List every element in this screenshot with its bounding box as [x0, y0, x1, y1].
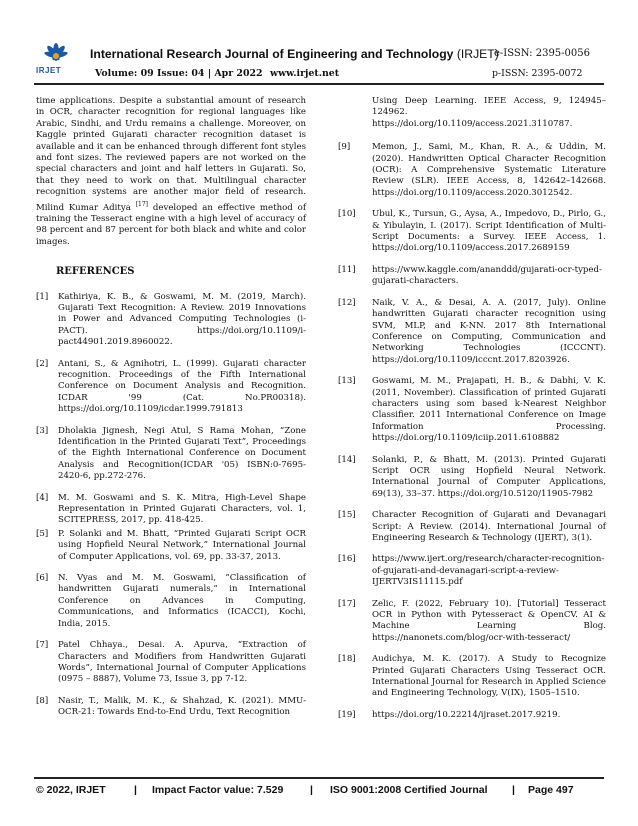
reference-item [36, 573, 306, 630]
reference-text: Solanki, P., & Bhatt, M. (2013). Printed Gujarati Script OCR using Hopfield Neural Network. International Journal of Computer Applications, 69(13), 33–37. https://doi.org/10.5120/11905-7982 [372, 454, 606, 499]
footer-separator: | [310, 784, 313, 796]
reference-item [338, 599, 606, 645]
reference-text: P. Solanki and M. Bhatt, “Printed Gujarati Script OCR using Hopfield Neural Network,” International Journal of Computer Applications, vol. 69, pp. 33-37, 2013. [58, 528, 306, 562]
reference-text: N. Vyas and M. M. Goswami, ”Classification of handwritten Gujarati numerals,” in International Conference on Advances in Computing, Communications, and Informatics (ICACCI), Kochi, India, 2015. [58, 573, 306, 629]
reference-number: [3] [36, 425, 49, 436]
page-header [0, 0, 638, 84]
reference-number: [4] [36, 492, 49, 503]
reference-item [36, 640, 306, 686]
website[interactable]: www.irjet.net [270, 68, 340, 79]
reference-item [338, 455, 606, 501]
reference-text: Nasir, T., Malik, M. K., & Shahzad, K. (2021). MMU-OCR-21: Towards End-to-End Urdu, Text Recognition [58, 695, 306, 718]
reference-number: [11] [338, 264, 356, 275]
reference-text: Memon, J., Sami, M., Khan, R. A., & Uddin, M. (2020). Handwritten Optical Character Recognition (OCR): A Comprehensive Systematic Literature Review (SLR). IEEE Access, 8, 142642–142668. https://doi.org/10.1109/access.2020.3012542. [372, 142, 606, 198]
reference-text: Character Recognition of Gujarati and Devanagari Script: A Review. (2014). International Journal of Engineering Research & Technology (IJERT), 3(1). [372, 510, 606, 543]
footer-copyright: © 2022, IRJET [36, 784, 106, 796]
footer-page-number: Page 497 [528, 784, 574, 796]
reference-number: [9] [338, 142, 351, 153]
references-heading: REFERENCES [56, 266, 135, 278]
footer-separator: | [512, 784, 515, 796]
reference-item [338, 265, 606, 288]
reference-8-continued [338, 96, 606, 130]
reference-number: [5] [36, 528, 49, 539]
reference-number: [12] [338, 297, 356, 308]
reference-number: [18] [338, 654, 356, 665]
footer-impact-factor: Impact Factor value: 7.529 [152, 784, 284, 796]
header-rule [34, 83, 604, 85]
references-list-left [36, 292, 306, 719]
reference-item [338, 654, 606, 700]
references-list-right [338, 142, 606, 721]
footer-iso: ISO 9001:2008 Certified Journal [330, 784, 488, 796]
citation-17: [17] [135, 200, 149, 208]
reference-number: [14] [338, 454, 356, 465]
reference-text: https://doi.org/10.22214/ijraset.2017.9219. [372, 709, 561, 720]
reference-text: Zelic, F. (2022, February 10). [Tutorial] Tesseract OCR in Python with Pytesseract & OpenCV. AI & Machine Learning Blog. https://nanonets.com/blog/ocr-with-tesseract/ [372, 598, 606, 643]
reference-item [338, 554, 606, 588]
reference-item [338, 142, 606, 199]
reference-text: https://www.kaggle.com/ananddd/gujarati-ocr-typed-gujarati-characters. [372, 264, 602, 287]
reference-text: https://www.ijert.org/research/character-recognition-of-gujarati-and-devanagari-script-a-review-IJERTV3IS11115.pdf [372, 554, 605, 588]
reference-item [36, 292, 306, 349]
reference-item [338, 209, 606, 255]
e-issn: e-ISSN: 2395-0056 [494, 48, 590, 59]
body-text: time applications. Despite a substantial amount of research in OCR, character recognition for regional languages like Arabic, Sindhi, and Urdu remains a challenge. Moreover, on Kaggle printed Gujarati character recognition dataset is available and it can be enhanced through different font styles and font sizes. The reviewed papers are not worked on the special characters and joint and half letters in Gujarati. So, that they need to work on that. Multilingual character recognition systems are another major field of research. Milind Kumar Aditya [36, 96, 306, 213]
reference-text: Naik, V. A., & Desai, A. A. (2017, July). Online handwritten Gujarati character recognition using SVM, MLP, and K-NN. 2017 8th International Conference on Computing, Communication and Networking Technologies (ICCCNT). https://doi.org/10.1109/icccnt.2017.8203926. [372, 297, 606, 365]
reference-number: [17] [338, 598, 356, 609]
reference-item [338, 510, 606, 544]
left-column [36, 96, 306, 729]
reference-text: Patel Chhaya., Desai. A. Apurva, “Extraction of Characters and Modifiers from Handwritten Gujarati Words”, International Journal of Computer Applications (0975 – 8887), Volume 73, Issue 3, pp 7-12. [58, 640, 306, 685]
reference-text: Using Deep Learning. IEEE Access, 9, 124945–124962. https://doi.org/10.1109/access.2021.3110787. [372, 96, 606, 129]
journal-name: International Research Journal of Engineering and Technology [90, 47, 454, 61]
reference-text: Kathiriya, K. B., & Goswami, M. M. (2019, March). Gujarati Text Recognition: A Review. 2019 Innovations in Power and Advanced Computing Technologies (i-PACT). https://doi.org/10.1109/i-pact44901.2019.8960022. [58, 291, 306, 348]
reference-text: Audichya, M. K. (2017). A Study to Recognize Printed Gujarati Characters Using Tesseract OCR. International Journal for Research in Applied Science and Engineering Technology, V(IX), 1505–1510. [372, 654, 606, 699]
body-text-end: developed an effective method of training the Tesseract engine with a high level of accuracy of 98 percent and 87 percent for both black and white and color images. [36, 202, 306, 247]
reference-number: [10] [338, 209, 356, 220]
reference-number: [6] [36, 573, 49, 584]
reference-item [338, 298, 606, 366]
reference-item [338, 710, 606, 721]
journal-abbr: (IRJET) [456, 47, 499, 61]
journal-title [90, 47, 499, 61]
volume-issue: Volume: 09 Issue: 04 | Apr 2022 [95, 68, 263, 79]
reference-item [36, 426, 306, 483]
p-issn: p-ISSN: 2395-0072 [492, 68, 583, 79]
reference-text: Goswami, M. M., Prajapati, H. B., & Dabhi, V. K. (2011, November). Classification of printed Gujarati characters using som based k-Nearest Neighbor Classifier. 2011 International Conference on Image Information Processing. https://doi.org/10.1109/iciip.2011.6108882 [372, 376, 606, 444]
reference-number: [16] [338, 554, 356, 565]
reference-item [36, 696, 306, 719]
reference-number: [13] [338, 376, 356, 387]
reference-number: [1] [36, 291, 49, 302]
footer-rule [34, 777, 604, 779]
reference-text: Ubul, K., Tursun, G., Aysa, A., Impedovo, D., Pirlo, G., & Yibulayin, I. (2017). Script Identification of Multi-Script Documents: a Survey. IEEE Access, 1. https://doi.org/10.1109/access.2017.2689159 [372, 209, 606, 254]
reference-item [36, 359, 306, 416]
logo-text: IRJET [36, 66, 62, 75]
right-column [338, 96, 606, 731]
reference-number: [2] [36, 358, 49, 369]
footer-separator: | [134, 784, 137, 796]
reference-item [36, 493, 306, 527]
reference-text: Dholakia Jignesh, Negi Atul, S Rama Mohan, “Zone Identification in the Printed Gujarati Text”, Proceedings of the Eighth International Conference on Document Analysis and Recognition(ICDAR '05) ISBN:0-7695-2420-6, pp.272-276. [58, 425, 306, 482]
body-paragraph [36, 96, 306, 248]
reference-item [338, 376, 606, 444]
reference-number: [19] [338, 709, 356, 720]
reference-text: M. M. Goswami and S. K. Mitra, High-Level Shape Representation in Printed Gujarati Characters, vol. 1, SCITEPRESS, 2017, pp. 418-425. [58, 492, 306, 526]
reference-number: [8] [36, 695, 49, 706]
reference-text: Antani, S., & Agnihotri, L. (1999). Gujarati character recognition. Proceedings of the Fifth International Conference on Document Analysis and Recognition. ICDAR '99 (Cat. No.PR00318). https://doi.org/10.1109/icdar.1999.791813 [58, 358, 306, 415]
reference-item [36, 529, 306, 563]
reference-number: [15] [338, 510, 356, 521]
reference-number: [7] [36, 640, 49, 651]
